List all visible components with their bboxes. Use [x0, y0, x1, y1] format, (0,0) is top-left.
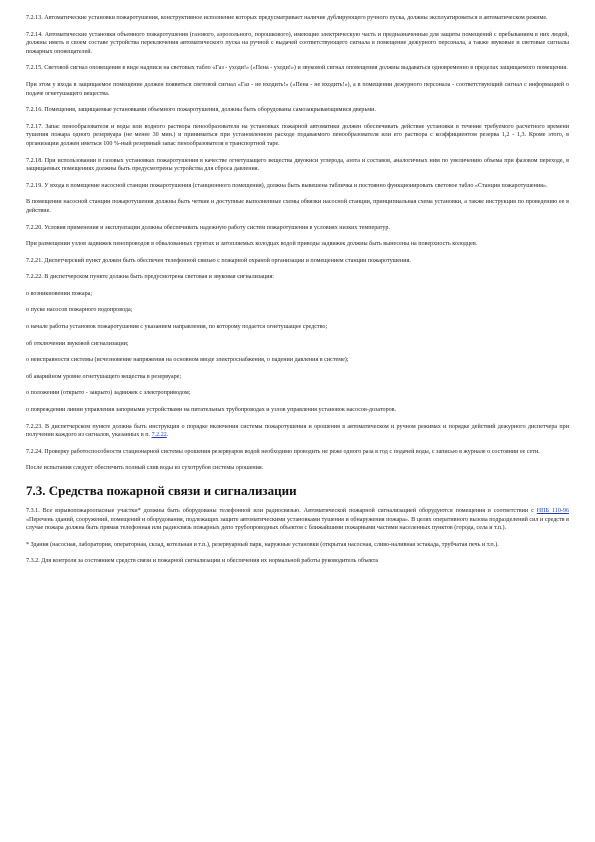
paragraph-p6: 7.2.17. Запас пенообразователя и воды или водного раствора пенообразователя на установках пожарной автоматики должен обеспечивать действие установки в течение требуемого расчетного времени тушения пожара одного резервуара (не менее 30 мин.) и приниматься при установленном расходе подаваемого пенообразователя или его раствора с коэффициентом резерва 1,2 - 1,3. Кроме этого, в организации должен иметься 100 %-ный резервный запас пенообразователя в транспортной таре. [26, 123, 569, 147]
paragraph-p23: 7.2.24. Проверку работоспособности стационарной системы орошения резервуаров водой необходимо проводить не реже одного раза в год с подачей воды, с записью в журнале о состоянии ее сети. [26, 448, 540, 455]
paragraph-p12: 7.2.21. Диспетчерский пункт должен быть обеспечен телефонной связью с пожарной охраной организации и помещением станции пожаротушения. [26, 257, 411, 264]
paragraph-p14: о возникновении пожара; [26, 290, 93, 297]
section-heading-7-3: 7.3. Средства пожарной связи и сигнализации [26, 483, 297, 498]
paragraph-text: 7.2.23. В диспетчерском пункте должна быть инструкция о порядке включения системы пожаротушения и орошения в автоматическом и ручном режимах и порядке действий дежурного диспетчера при получении каждого из сигналов, указанных в п. [26, 423, 569, 439]
paragraph-7-3-1 [26, 507, 569, 533]
paragraph-7-2-23 [26, 423, 569, 440]
paragraph-p21: о повреждении линии управления запорными устройствами на питательных трубопроводах и узлов управления установок насосов-дозаторов. [26, 407, 397, 414]
paragraph-text-end: . [166, 432, 169, 439]
paragraph-p5: 7.2.16. Помещения, защищаемые установками объемного пожаротушения, должны быть оборудованы самозакрывающимися дверьми. [26, 107, 376, 114]
paragraph-p19: об аварийном уровне огнетушащего вещества в резервуаре; [26, 373, 182, 380]
paragraph-p1: 7.2.13. Автоматические установки пожаротушения, конструктивное исполнение которых предусматривает наличие дублирующего ручного пуска, должны эксплуатироваться в автоматическом режиме. [26, 15, 548, 21]
paragraph-text-end: «Перечень зданий, сооружений, помещений и оборудования, подлежащих защите автоматическими установками тушения и обнаружения пожара». В целях оперативного вызова подразделений сил и средств в случае пожара должна быть прямая телефонная или радиосвязь пожарных депо трубопроводных объектов с ближайшими пожарными частями населенных пунктов (города, села и т.п.). [26, 516, 569, 532]
paragraph-p20: о положении (открыто - закрыто) задвижек с электроприводом; [26, 390, 191, 397]
paragraph-p7: 7.2.18. При использовании в газовых установках пожаротушения в качестве огнетушащего вещества двуокиси углерода, азота и составов, аналогичных ним по увеличению объема при фазовом переходе, в защищаемых помещениях должны быть предусмотрены устройства для сброса давления. [26, 157, 569, 173]
paragraph-p13: 7.2.22. В диспетчерском пункте должна быть предусмотрена световая и звуковая сигнализация: [26, 274, 274, 281]
paragraph-p2: 7.2.14. Автоматические установки объемного пожаротушения (газового, аэрозольного, порошкового), имеющие электрическую часть и предназначенные для защиты помещений с пребыванием в них людей, должны иметь в своем составе устройства переключения автоматического пуска на ручной с выдачей соответствующего сигнала в помещение дежурного персонала, а также звуковые и световые сигналы пожарных оповещателей. [26, 31, 569, 55]
paragraph-p4: При этом у входа в защищаемое помещение должен появиться световой сигнал «Газ - не входить!» («Пена - не входить!»), а в помещении дежурного персонала - соответствующий сигнал с информацией о подаче огнетушащего вещества. [26, 81, 569, 97]
paragraph-p16: о начале работы установок пожаротушения с указанием направления, по которому подается огнетушащее средство; [26, 324, 328, 331]
paragraph-p9: В помещении насосной станции пожаротушения должны быть четкие и доступные выполненные схемы обвязки насосной станции, принципиальная схема установки, а также инструкция по проведению ее в действие. [26, 199, 569, 214]
paragraph-p15: о пуске насосов пожарного водопровода; [26, 307, 133, 314]
paragraph-p11: При размещении узлов задвижек пенопроводов в обвалованных грунтах и затопляемых колодцах водой приводы задвижек должны быть вынесены на поверхность колодцев. [26, 241, 478, 248]
section-7-2-tail [26, 448, 569, 473]
paragraph-p17: об отключении звуковой сигнализации; [26, 340, 129, 347]
paragraph-text: 7.3.1. Все взрывопожароопасные участки* должны быть оборудованы телефонной или радиосвязью. Автоматической пожарной сигнализацией оборудуются помещения в соответствии с [26, 508, 537, 514]
paragraph-p10: 7.2.20. Условия применения и эксплуатации должны обеспечивать надежную работу систем пожаротушения в условиях низких температур. [26, 224, 390, 231]
section-7-2-body [26, 14, 569, 415]
paragraph-p24: После испытания следует обеспечить полный слив воды из сухотрубов системы орошения. [26, 465, 264, 472]
section-7-3-body [26, 541, 569, 566]
link-npb-110-96[interactable]: НПБ 110-96 [536, 508, 569, 514]
paragraph-p26: * Здания (насосная, лаборатория, операторная, склад, котельная и т.п.), резервуарный парк, наружные установки (открытая насосная, сливо-наливная эстакада, трубчатая печь и т.п.). [26, 541, 499, 548]
link-7-2-22[interactable]: 7.2.22 [151, 432, 167, 439]
paragraph-p8: 7.2.19. У входа в помещение насосной станции пожаротушения (станционного помещения), должна быть вывешена табличка и постоянно функционировать световое табло «Станция пожаротушения». [26, 182, 548, 189]
paragraph-p3: 7.2.15. Световой сигнал оповещения в виде надписи на световых табло «Газ - уходи!» («Пена - уходи!») и звуковой сигнал оповещения должны выдаваться одновременно в пределах защищаемого помещения. [26, 65, 568, 72]
paragraph-p18: о неисправности системы (исчезновение напряжения на основном вводе электроснабжения, о падении давления в системе); [26, 357, 349, 364]
paragraph-p27: 7.3.2. Для контроля за состоянием средств связи и пожарной сигнализации и обеспечения их нормальной работы руководитель объекта [26, 558, 379, 565]
